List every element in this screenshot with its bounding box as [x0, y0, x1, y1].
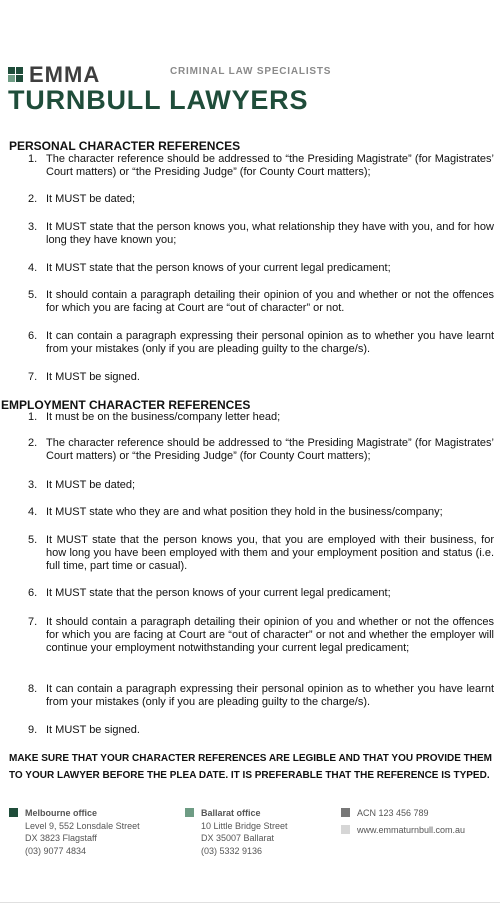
company-details: [357, 807, 465, 836]
list-item: 3. It MUST state that the person knows you, what relationship they have with you, and for how long they have known you;: [28, 221, 494, 246]
list-item-text: It should contain a paragraph detailing their opinion of you and whether or not the offences for which you are facing at Court are “out of character” or not.: [46, 289, 494, 314]
list-item: 2. The character reference should be addressed to “the Presiding Magistrate” (for Magistrates’ Court matters) or “the Presiding Judge” (for County Court matters);: [28, 437, 494, 462]
office-title: Ballarat office: [201, 808, 261, 818]
logo-squares-icon: [8, 67, 30, 83]
footer: [0, 807, 500, 867]
list-item-text: It MUST be signed.: [46, 724, 140, 736]
list-item-text: The character reference should be addressed to “the Presiding Magistrate” (for Magistrates’ Court matters) or “the Presiding Judge” (for County Court matters);: [46, 153, 494, 178]
list-item-text: It MUST be dated;: [46, 479, 136, 491]
acn: ACN 123 456 789: [357, 808, 429, 818]
square-bullet-icon: [185, 808, 194, 817]
list-item: 2. It MUST be dated;: [28, 193, 136, 205]
list-item-text: It can contain a paragraph expressing their personal opinion as to whether you have learnt from your mistakes (only if you are pleading guilty to the charge/s).: [46, 330, 494, 355]
office-title: Melbourne office: [25, 808, 98, 818]
list-item: 1. The character reference should be addressed to “the Presiding Magistrate” (for Magistrates’ Court matters) or “the Presiding Judge” (for County Court matters);: [28, 153, 494, 178]
square-bullet-icon: [9, 808, 18, 817]
page-divider: [0, 902, 500, 903]
brand-tagline: CRIMINAL LAW SPECIALISTS: [170, 66, 332, 77]
office-dx-line: DX 3823 Flagstaff: [25, 833, 97, 843]
list-item-text: It must be on the business/company letter head;: [46, 411, 281, 423]
office-phone: (03) 5332 9136: [201, 845, 263, 856]
office-address-line: 10 Little Bridge Street: [201, 820, 288, 831]
list-item: 7. It MUST be signed.: [28, 371, 140, 383]
list-item: 4. It MUST state who they are and what position they hold in the business/company;: [28, 506, 443, 518]
brand-name-line1: EMMA: [29, 62, 101, 87]
list-item: 6. It can contain a paragraph expressing their personal opinion as to whether you have learnt from your mistakes (only if you are pleading guilty to the charge/s).: [28, 330, 494, 355]
list-item: 8. It can contain a paragraph expressing their personal opinion as to whether you have learnt from your mistakes (only if you are pleading guilty to the charge/s).: [28, 683, 494, 708]
list-item: 7. It should contain a paragraph detailing their opinion of you and whether or not the offences for which you are facing at Court are “out of character” or not and whether the employer will continue your employment notwithstanding your current legal predicament;: [28, 616, 494, 654]
list-item-text: It MUST state that the person knows of your current legal predicament;: [46, 262, 391, 274]
list-item-text: It MUST state that the person knows you, that you are employed with their business, for how long you have been employed with them and your employment position and status (i.e. full time, part time or casual).: [46, 534, 494, 572]
list-item-text: It MUST state who they are and what position they hold in the business/company;: [46, 506, 443, 518]
warning-notice: MAKE SURE THAT YOUR CHARACTER REFERENCES ARE LEGIBLE AND THAT YOU PROVIDE THEM TO YOUR LAWYER BEFORE THE PLEA DATE. IT IS PREFERABLE THAT THE REFERENCE IS TYPED.: [9, 753, 492, 781]
letterhead: [8, 62, 498, 118]
list-item-text: It MUST be signed.: [46, 371, 140, 383]
melbourne-office: [25, 807, 140, 857]
office-phone: (03) 9077 4834: [25, 845, 87, 856]
list-item-text: The character reference should be addressed to “the Presiding Magistrate” (for Magistrates’ Court matters) or “the Presiding Judge” (for County Court matters);: [46, 437, 494, 462]
office-address-line: Level 9, 552 Lonsdale Street: [25, 820, 140, 831]
list-item: 6. It MUST state that the person knows of your current legal predicament;: [28, 587, 391, 599]
website-link[interactable]: www.emmaturnbull.com.au: [357, 824, 466, 835]
list-item: 4. It MUST state that the person knows of your current legal predicament;: [28, 262, 391, 274]
list-item: 9. It MUST be signed.: [28, 724, 140, 736]
square-bullet-icon: [341, 825, 350, 834]
personal-list: [28, 153, 494, 383]
list-item-text: It MUST state that the person knows of your current legal predicament;: [46, 587, 391, 599]
ballarat-office: [201, 807, 288, 857]
list-item: 5. It should contain a paragraph detailing their opinion of you and whether or not the offences for which you are facing at Court are “out of character” or not.: [28, 289, 494, 314]
list-item-text: It MUST be dated;: [46, 193, 136, 205]
office-dx-line: DX 35007 Ballarat: [201, 833, 275, 843]
square-bullet-icon: [341, 808, 350, 817]
list-item: 3. It MUST be dated;: [28, 479, 136, 491]
employment-section-title: EMPLOYMENT CHARACTER REFERENCES: [1, 398, 251, 412]
personal-section-title: PERSONAL CHARACTER REFERENCES: [9, 139, 241, 153]
list-item-text: It MUST state that the person knows you, what relationship they have with you, and for how long they have known you;: [46, 221, 494, 246]
list-item-text: It should contain a paragraph detailing their opinion of you and whether or not the offences for which you are facing at Court are “out of character” or not and whether the employer will continue your employment notwithstanding your current legal predicament;: [46, 616, 494, 654]
list-item: 5. It MUST state that the person knows you, that you are employed with their business, for how long you have been employed with them and your employment position and status (i.e. full time, part time or casual).: [28, 534, 494, 572]
list-item-text: It can contain a paragraph expressing their personal opinion as to whether you have learnt from your mistakes (only if you are pleading guilty to the charge/s).: [46, 683, 494, 708]
list-item: 1. It must be on the business/company letter head;: [28, 411, 281, 423]
brand-name-line2: TURNBULL LAWYERS: [8, 85, 309, 115]
